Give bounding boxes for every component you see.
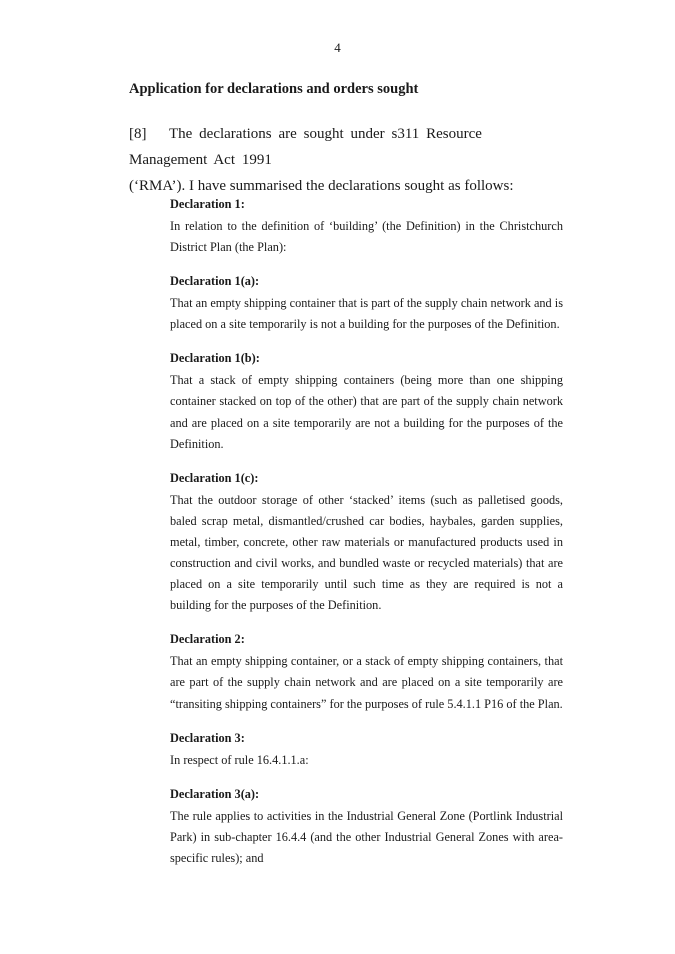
- declaration-1: [170, 196, 563, 258]
- declaration-title: Declaration 3(a):: [170, 786, 260, 801]
- declaration-text: That the outdoor storage of other ‘stacked’ items (such as palletised goods, baled scrap metal, dismantled/crushed car bodies, haybales, garden supplies, metal, timber, concrete, other raw materials or manufactured products used in construction and civil works, and bundled waste or recycled materials) that are placed on a site temporarily until such time as they are required is not a building for the purposes of the Definition.: [170, 492, 563, 613]
- declaration-3: [170, 730, 563, 771]
- page-number: 4: [334, 40, 341, 55]
- paragraph-number: [8]: [129, 126, 147, 142]
- declaration-1b: [170, 350, 563, 454]
- declaration-text: That an empty shipping container, or a stack of empty shipping containers, that are part of the supply chain network and are placed on a site temporarily are “transiting shipping containers” for the purposes of rule 5.4.1.1 P16 of the Plan.: [170, 654, 563, 711]
- declaration-text: In respect of rule 16.4.1.1.a:: [170, 752, 309, 767]
- declarations-list: [170, 196, 563, 884]
- declaration-text: In relation to the definition of ‘building’ (the Definition) in the Christchurch District Plan (the Plan):: [170, 219, 563, 255]
- declaration-title: Declaration 1(c):: [170, 470, 259, 485]
- declaration-title: Declaration 3:: [170, 730, 245, 745]
- declaration-3a: [170, 786, 563, 869]
- declaration-1c: [170, 470, 563, 617]
- paragraph-text-line1: The declarations are sought under s311 Resource Management Act 1991: [129, 126, 482, 168]
- declaration-text: The rule applies to activities in the Industrial General Zone (Portlink Industrial Park) in sub-chapter 16.4.4 (and the other Industrial General Zones with area-specific rules); and: [170, 808, 563, 865]
- section-heading: Application for declarations and orders sought: [129, 81, 419, 97]
- declaration-title: Declaration 1(b):: [170, 351, 260, 366]
- paragraph-8: [129, 121, 553, 199]
- declaration-text: That a stack of empty shipping containers (being more than one shipping container stacked on top of the other) that are part of the supply chain network and are placed on a site temporarily are not a building for the purposes of the Definition.: [170, 373, 563, 451]
- declaration-title: Declaration 2:: [170, 632, 245, 647]
- declaration-title: Declaration 1(a):: [170, 274, 260, 289]
- declaration-2: [170, 631, 563, 714]
- declaration-title: Declaration 1:: [170, 197, 245, 211]
- declaration-text: That an empty shipping container that is part of the supply chain network and is placed on a site temporarily is not a building for the purposes of the Definition.: [170, 296, 563, 332]
- paragraph-text-rest: (‘RMA’). I have summarised the declarations sought as follows:: [129, 178, 514, 194]
- declaration-1a: [170, 273, 563, 335]
